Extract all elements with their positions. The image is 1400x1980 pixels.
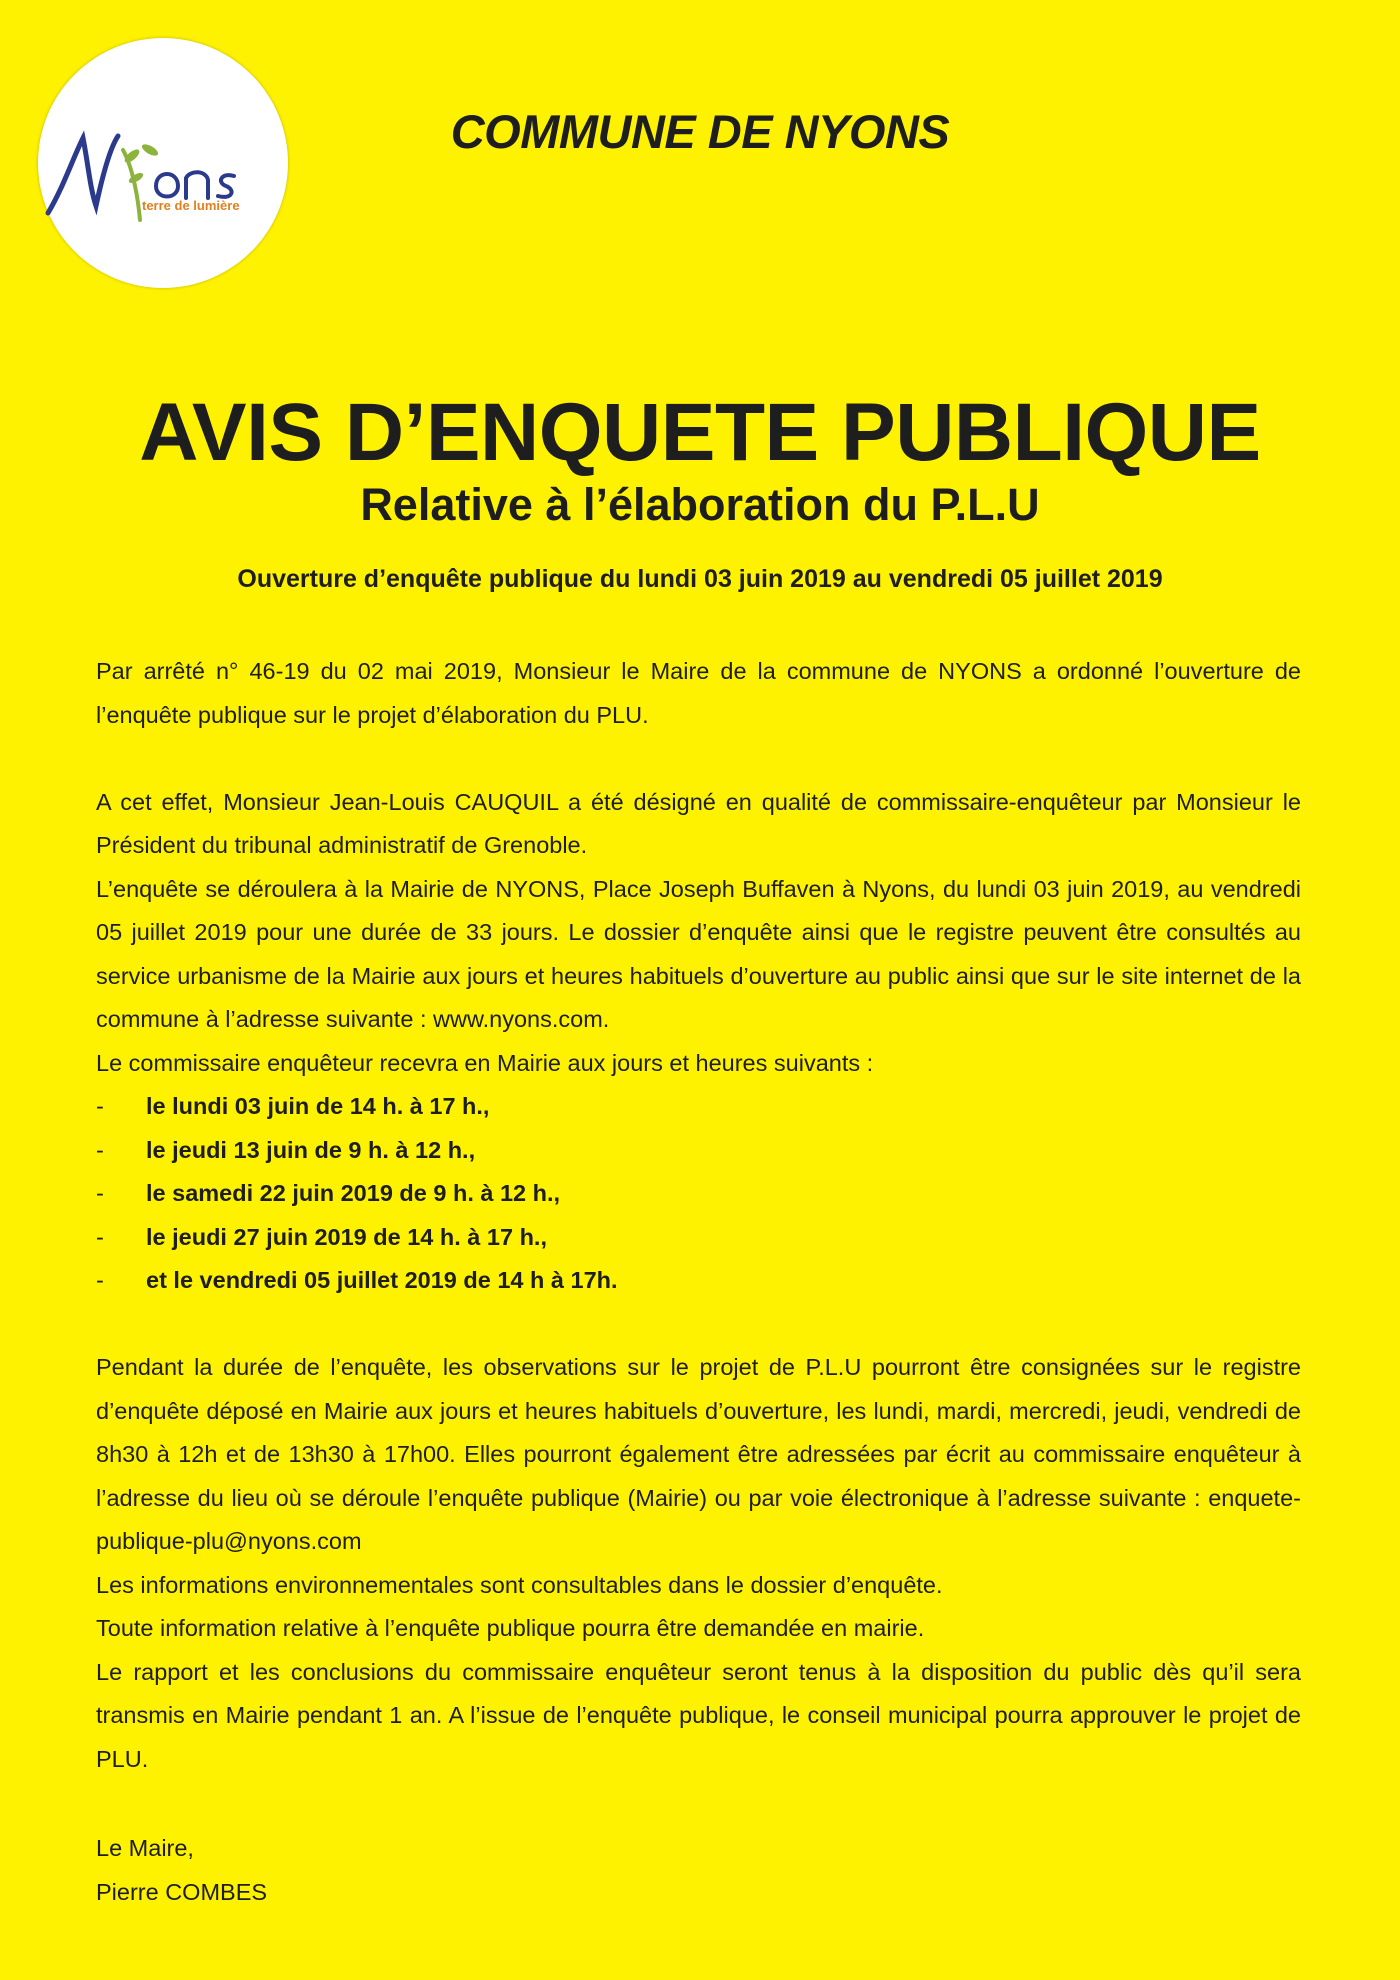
list-item [96,1216,1301,1260]
schedule-item-text: le jeudi 13 juin de 9 h. à 12 h., [146,1136,476,1163]
paragraph-environnement: Les informations environnementales sont consultables dans le dossier d’enquête. [96,1571,943,1598]
paragraph-commissaire: A cet effet, Monsieur Jean-Louis CAUQUIL a été désigné en qualité de commissaire-enquêteur par Monsieur le Président du tribunal administratif de Grenoble. [96,788,1301,858]
list-item [96,1172,1301,1216]
logo-tagline: terre de lumière [142,198,240,213]
bullet-dash: - [96,1180,104,1206]
paragraph-lieu: L’enquête se déroulera à la Mairie de NYONS, Place Joseph Buffaven à Nyons, du lundi 03 juin 2019, au vendredi 05 juillet 2019 pour une durée de 33 jours. Le dossier d’enquête ainsi que le registre peuvent être consultés au service urbanisme de la Mairie aux jours et heures habituels d’ouverture au public ainsi que sur le site internet de la commune à l’adresse suivante : www.nyons.com. [96,875,1301,1032]
nyons-logo [38,38,288,288]
bullet-dash: - [96,1136,104,1163]
signature-block [96,1826,267,1914]
enquiry-dates: Ouverture d’enquête publique du lundi 03 juin 2019 au vendredi 05 juillet 2019 [237,565,1163,593]
bullet-dash: - [96,1093,104,1119]
paragraph-arrete: Par arrêté n° 46-19 du 02 mai 2019, Monsieur le Maire de la commune de NYONS a ordonné l’ouverture de l’enquête publique sur le projet d’élaboration du PLU. [96,658,1301,728]
list-item [96,1259,1301,1303]
permanences-list [96,1085,1301,1303]
schedule-item-text: et le vendredi 05 juillet 2019 de 14 h à 17h. [146,1267,618,1293]
commune-heading [0,104,1400,159]
schedule-item-text: le lundi 03 juin de 14 h. à 17 h., [146,1093,490,1119]
signature-name: Pierre COMBES [96,1879,268,1905]
list-item [96,1085,1301,1129]
list-item [96,1129,1301,1173]
paragraph-observations: Pendant la durée de l’enquête, les observations sur le projet de P.L.U pourront être consignées sur le registre d’enquête déposé en Mairie aux jours et heures habituels d’ouverture, les lundi, mardi, mercredi, jeudi, vendredi de 8h30 à 12h et de 13h30 à 17h00. Elles pourront également être adressées par écrit au commissaire enquêteur à l’adresse du lieu où se déroule l’enquête publique (Mairie) ou par voie électronique à l’adresse suivante : enquete-publique-plu@nyons.com [96,1354,1301,1554]
bullet-dash: - [96,1223,104,1250]
paragraph-information: Toute information relative à l’enquête publique pourra être demandée en mairie. [96,1615,925,1641]
notice-subtitle: Relative à l’élaboration du P.L.U [360,479,1040,530]
paragraph-permanences-intro: Le commissaire enquêteur recevra en Mairie aux jours et heures suivants : [96,1049,874,1076]
commune-heading-text: COMMUNE DE NYONS [450,105,950,158]
bullet-dash: - [96,1267,104,1293]
nyons-logo-mark [38,38,288,288]
paragraph-rapport: Le rapport et les conclusions du commissaire enquêteur seront tenus à la disposition du public dès qu’il sera transmis en Mairie pendant 1 an. A l’issue de l’enquête publique, le conseil municipal pourra approuver le projet de PLU. [96,1658,1301,1772]
schedule-item-text: le jeudi 27 juin 2019 de 14 h. à 17 h., [146,1223,547,1250]
signature-role: Le Maire, [96,1835,194,1861]
notice-title: AVIS D’ENQUETE PUBLIQUE [139,387,1261,478]
notice-body [96,650,1301,1781]
schedule-item-text: le samedi 22 juin 2019 de 9 h. à 12 h., [146,1180,561,1206]
